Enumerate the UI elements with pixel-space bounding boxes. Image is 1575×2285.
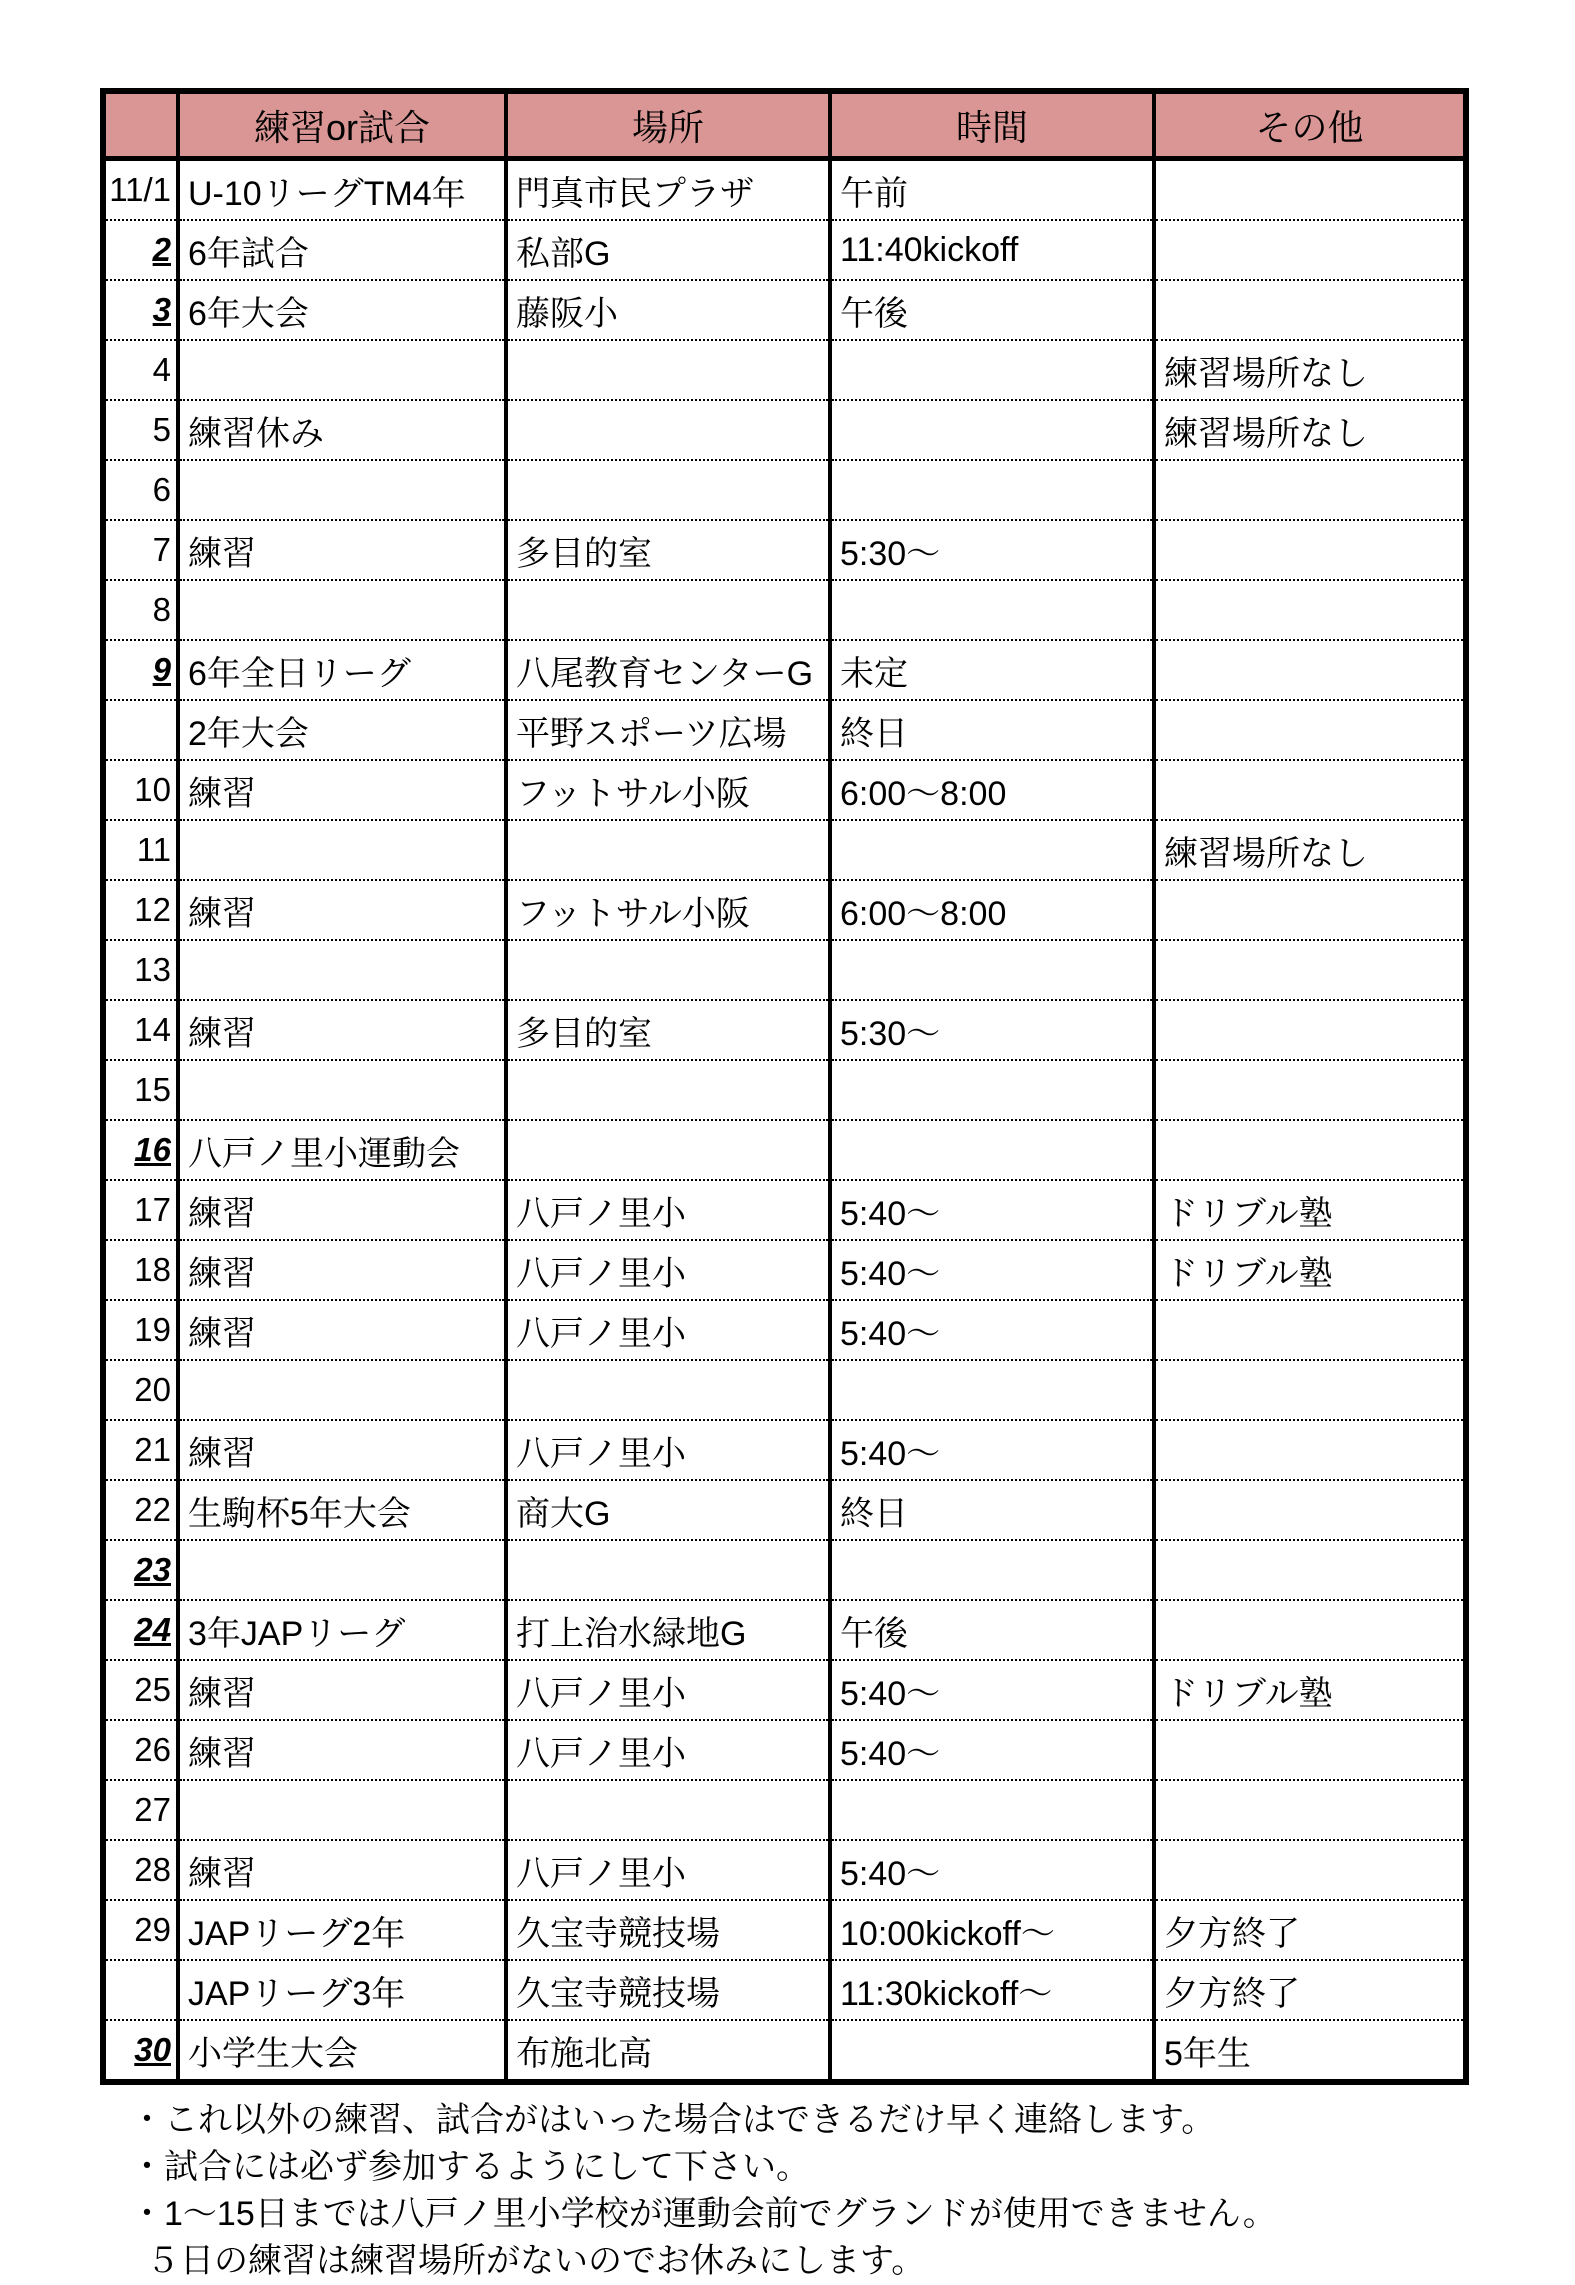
date-cell: 5 <box>103 400 178 460</box>
other-cell <box>1154 1780 1466 1840</box>
date-cell: 17 <box>103 1180 178 1240</box>
header-place: 場所 <box>506 91 830 159</box>
activity-cell: JAPリーグ3年 <box>178 1960 506 2020</box>
place-cell <box>506 940 830 1000</box>
activity-cell <box>178 580 506 640</box>
table-header <box>103 91 1466 159</box>
other-cell <box>1154 460 1466 520</box>
date-cell: 15 <box>103 1060 178 1120</box>
note-line: ５日の練習は練習場所がないのでお休みにします。 <box>146 2242 926 2280</box>
time-cell <box>830 340 1154 400</box>
activity-cell: 練習 <box>178 880 506 940</box>
activity-cell: 練習 <box>178 1660 506 1720</box>
table-row <box>103 400 1466 460</box>
other-cell <box>1154 1060 1466 1120</box>
date-cell: 28 <box>103 1840 178 1900</box>
place-cell: 平野スポーツ広場 <box>506 700 830 760</box>
other-cell <box>1154 1120 1466 1180</box>
date-cell: 9 <box>103 640 178 700</box>
place-cell: 八尾教育センターG <box>506 640 830 700</box>
table-row <box>103 1720 1466 1780</box>
date-cell: 20 <box>103 1360 178 1420</box>
date-cell: 10 <box>103 760 178 820</box>
date-cell: 19 <box>103 1300 178 1360</box>
time-cell: 未定 <box>830 640 1154 700</box>
table-row <box>103 1120 1466 1180</box>
header-other: その他 <box>1154 91 1466 159</box>
time-cell <box>830 820 1154 880</box>
date-cell: 24 <box>103 1600 178 1660</box>
table-row <box>103 1420 1466 1480</box>
schedule-body <box>103 159 1466 2083</box>
activity-cell: 練習 <box>178 1240 506 1300</box>
table-row <box>103 760 1466 820</box>
other-cell: 練習場所なし <box>1154 340 1466 400</box>
place-cell <box>506 1540 830 1600</box>
table-row <box>103 1960 1466 2020</box>
other-cell: ドリブル塾 <box>1154 1660 1466 1720</box>
other-cell: 練習場所なし <box>1154 400 1466 460</box>
place-cell: 商大G <box>506 1480 830 1540</box>
other-cell <box>1154 1300 1466 1360</box>
other-cell <box>1154 1720 1466 1780</box>
place-cell <box>506 1060 830 1120</box>
time-cell <box>830 1360 1154 1420</box>
note-line: ・試合には必ず参加するようにして下さい。 <box>130 2148 810 2186</box>
table-row <box>103 820 1466 880</box>
date-cell: 11/1 <box>109 171 171 208</box>
other-cell <box>1154 280 1466 340</box>
time-cell: 11:40kickoff <box>830 220 1154 280</box>
activity-cell: 練習休み <box>178 400 506 460</box>
note-line: ・これ以外の練習、試合がはいった場合はできるだけ早く連絡します。 <box>130 2101 1216 2139</box>
activity-cell: 小学生大会 <box>178 2020 506 2082</box>
place-cell: 八戸ノ里小 <box>506 1180 830 1240</box>
place-cell: 久宝寺競技場 <box>506 1900 830 1960</box>
place-cell <box>506 340 830 400</box>
activity-cell <box>178 820 506 880</box>
table-row <box>103 1480 1466 1540</box>
table-row <box>103 1780 1466 1840</box>
time-cell: 5:30～ <box>830 520 1154 580</box>
table-row <box>103 940 1466 1000</box>
time-cell: 5:30～ <box>830 1000 1154 1060</box>
place-cell: 多目的室 <box>506 1000 830 1060</box>
table-row <box>103 220 1466 280</box>
place-cell: 多目的室 <box>506 520 830 580</box>
table-row <box>103 1300 1466 1360</box>
time-cell <box>830 1780 1154 1840</box>
time-cell <box>830 1540 1154 1600</box>
time-cell: 午後 <box>830 1600 1154 1660</box>
date-cell: 13 <box>103 940 178 1000</box>
table-row <box>103 880 1466 940</box>
activity-cell <box>178 940 506 1000</box>
place-cell <box>506 400 830 460</box>
place-cell <box>506 1120 830 1180</box>
date-cell: 4 <box>103 340 178 400</box>
date-cell: 14 <box>103 1000 178 1060</box>
time-cell <box>830 940 1154 1000</box>
activity-cell <box>178 1540 506 1600</box>
time-cell: 6:00～8:00 <box>830 880 1154 940</box>
other-cell: ドリブル塾 <box>1154 1180 1466 1240</box>
activity-cell: 生駒杯5年大会 <box>178 1480 506 1540</box>
other-cell <box>1154 700 1466 760</box>
table-row <box>103 159 1466 221</box>
activity-cell: 6年大会 <box>178 280 506 340</box>
date-cell <box>103 1960 178 2020</box>
table-row <box>103 1360 1466 1420</box>
table-row <box>103 1060 1466 1120</box>
table-row <box>103 1660 1466 1720</box>
schedule-table <box>100 88 1469 2085</box>
other-cell <box>1154 1540 1466 1600</box>
other-cell <box>1154 520 1466 580</box>
activity-cell: 2年大会 <box>178 700 506 760</box>
activity-cell: 練習 <box>178 1000 506 1060</box>
other-cell <box>1154 880 1466 940</box>
table-row <box>103 460 1466 520</box>
other-cell <box>1154 760 1466 820</box>
note-line: ・1～15日までは八戸ノ里小学校が運動会前でグランドが使用できません。 <box>130 2195 1277 2233</box>
place-cell: 八戸ノ里小 <box>506 1240 830 1300</box>
table-row <box>103 1240 1466 1300</box>
place-cell: 私部G <box>506 220 830 280</box>
other-cell <box>1154 580 1466 640</box>
table-row <box>103 1900 1466 1960</box>
other-cell <box>1154 159 1466 221</box>
activity-cell: JAPリーグ2年 <box>178 1900 506 1960</box>
header-time: 時間 <box>830 91 1154 159</box>
time-cell: 5:40～ <box>830 1180 1154 1240</box>
table-row <box>103 1180 1466 1240</box>
time-cell: 5:40～ <box>830 1720 1154 1780</box>
other-cell: 夕方終了 <box>1154 1900 1466 1960</box>
activity-cell <box>178 340 506 400</box>
date-cell: 23 <box>103 1540 178 1600</box>
date-cell <box>103 700 178 760</box>
time-cell: 終日 <box>830 1480 1154 1540</box>
date-cell: 8 <box>103 580 178 640</box>
time-cell <box>830 1120 1154 1180</box>
activity-cell: 練習 <box>178 1720 506 1780</box>
date-cell: 16 <box>103 1120 178 1180</box>
header-row <box>103 91 1466 159</box>
place-cell: 八戸ノ里小 <box>506 1840 830 1900</box>
other-cell <box>1154 1600 1466 1660</box>
place-cell: 八戸ノ里小 <box>506 1660 830 1720</box>
other-cell: ドリブル塾 <box>1154 1240 1466 1300</box>
date-cell: 3 <box>103 280 178 340</box>
activity-cell <box>178 1780 506 1840</box>
time-cell: 10:00kickoff～ <box>830 1900 1154 1960</box>
place-cell: 八戸ノ里小 <box>506 1300 830 1360</box>
time-cell: 5:40～ <box>830 1660 1154 1720</box>
table-row <box>103 280 1466 340</box>
time-cell <box>830 1060 1154 1120</box>
date-cell: 21 <box>103 1420 178 1480</box>
place-cell: 藤阪小 <box>506 280 830 340</box>
activity-cell <box>178 460 506 520</box>
table-row <box>103 340 1466 400</box>
place-cell: 八戸ノ里小 <box>506 1420 830 1480</box>
activity-cell <box>178 1360 506 1420</box>
time-cell: 6:00～8:00 <box>830 760 1154 820</box>
place-cell: 八戸ノ里小 <box>506 1720 830 1780</box>
other-cell <box>1154 220 1466 280</box>
other-cell: 夕方終了 <box>1154 1960 1466 2020</box>
activity-cell: 練習 <box>178 1300 506 1360</box>
other-cell <box>1154 1840 1466 1900</box>
time-cell <box>830 2020 1154 2082</box>
place-cell <box>506 580 830 640</box>
date-cell: 27 <box>103 1780 178 1840</box>
date-cell: 6 <box>103 460 178 520</box>
place-cell: 布施北高 <box>506 2020 830 2082</box>
date-cell: 7 <box>103 520 178 580</box>
activity-cell: 八戸ノ里小運動会 <box>178 1120 506 1180</box>
time-cell: 5:40～ <box>830 1420 1154 1480</box>
date-cell: 29 <box>103 1900 178 1960</box>
activity-cell: U-10リーグTM4年 <box>178 159 506 221</box>
other-cell: 5年生 <box>1154 2020 1466 2082</box>
time-cell <box>830 400 1154 460</box>
time-cell: 5:40～ <box>830 1840 1154 1900</box>
activity-cell: 6年試合 <box>178 220 506 280</box>
activity-cell: 練習 <box>178 1420 506 1480</box>
date-cell: 18 <box>103 1240 178 1300</box>
time-cell: 終日 <box>830 700 1154 760</box>
date-cell: 30 <box>103 2020 178 2082</box>
time-cell: 11:30kickoff～ <box>830 1960 1154 2020</box>
other-cell <box>1154 1480 1466 1540</box>
table-row <box>103 700 1466 760</box>
place-cell: 打上治水緑地G <box>506 1600 830 1660</box>
table-row <box>103 1840 1466 1900</box>
table-row <box>103 520 1466 580</box>
date-cell: 26 <box>103 1720 178 1780</box>
activity-cell: 練習 <box>178 520 506 580</box>
time-cell: 5:40～ <box>830 1300 1154 1360</box>
place-cell: フットサル小阪 <box>506 880 830 940</box>
activity-cell: 練習 <box>178 1840 506 1900</box>
table-row <box>103 1540 1466 1600</box>
notes <box>130 2097 1575 2285</box>
table-row <box>103 1000 1466 1060</box>
place-cell: 門真市民プラザ <box>506 159 830 221</box>
time-cell <box>830 580 1154 640</box>
date-cell: 11 <box>103 820 178 880</box>
time-cell: 5:40～ <box>830 1240 1154 1300</box>
other-cell <box>1154 1360 1466 1420</box>
other-cell <box>1154 1420 1466 1480</box>
place-cell <box>506 1360 830 1420</box>
activity-cell: 3年JAPリーグ <box>178 1600 506 1660</box>
other-cell <box>1154 1000 1466 1060</box>
header-date <box>103 91 178 159</box>
other-cell <box>1154 640 1466 700</box>
activity-cell <box>178 1060 506 1120</box>
place-cell <box>506 460 830 520</box>
time-cell <box>830 460 1154 520</box>
other-cell: 練習場所なし <box>1154 820 1466 880</box>
date-cell: 22 <box>103 1480 178 1540</box>
date-cell: 2 <box>103 220 178 280</box>
place-cell: フットサル小阪 <box>506 760 830 820</box>
activity-cell: 6年全日リーグ <box>178 640 506 700</box>
place-cell: 久宝寺競技場 <box>506 1960 830 2020</box>
date-cell: 12 <box>103 880 178 940</box>
activity-cell: 練習 <box>178 760 506 820</box>
table-row <box>103 1600 1466 1660</box>
table-row <box>103 640 1466 700</box>
activity-cell: 練習 <box>178 1180 506 1240</box>
time-cell: 午後 <box>830 280 1154 340</box>
other-cell <box>1154 940 1466 1000</box>
date-cell: 25 <box>103 1660 178 1720</box>
time-cell: 午前 <box>830 159 1154 221</box>
place-cell <box>506 1780 830 1840</box>
table-row <box>103 580 1466 640</box>
header-activity: 練習or試合 <box>178 91 506 159</box>
table-row <box>103 2020 1466 2082</box>
place-cell <box>506 820 830 880</box>
